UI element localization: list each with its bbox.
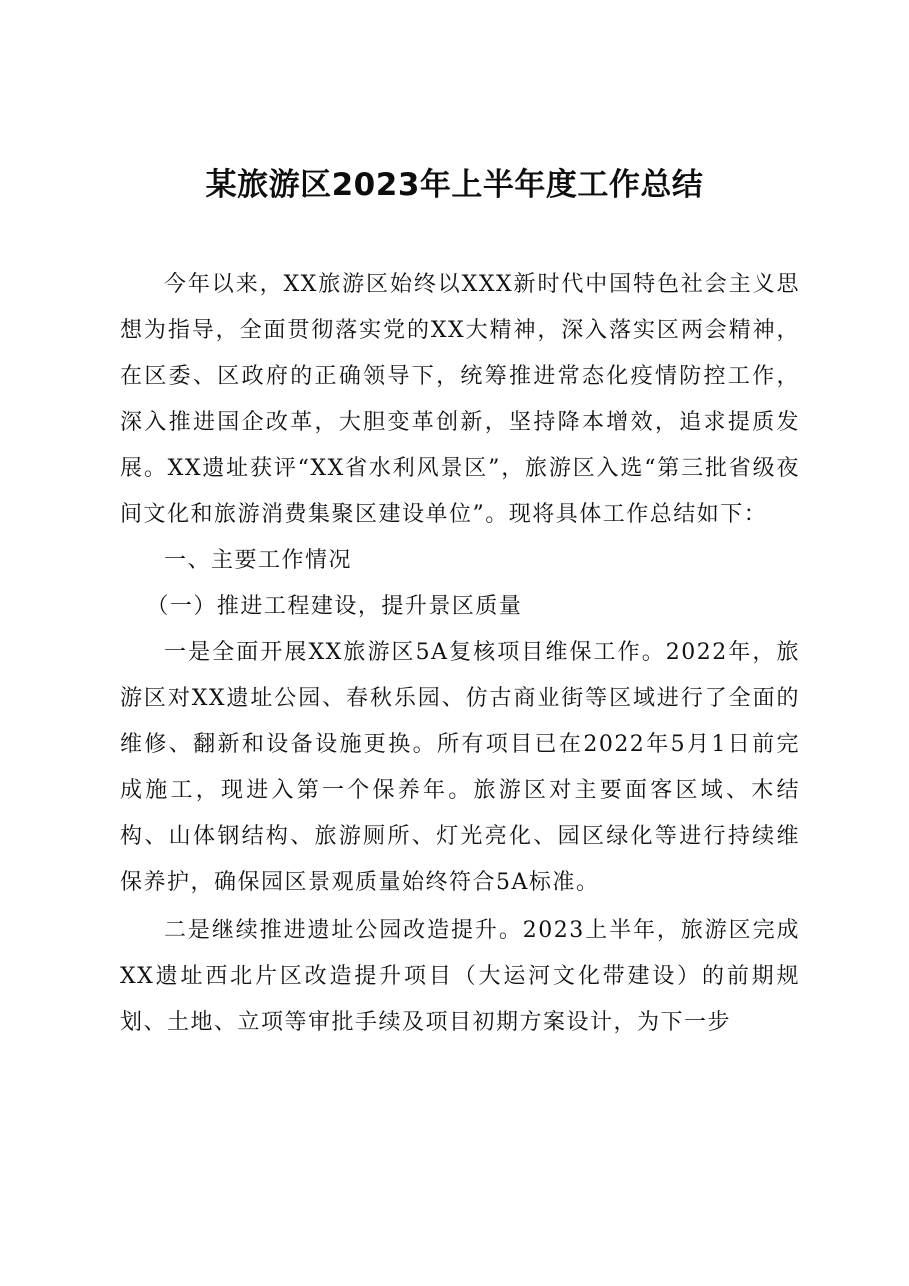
section-heading: 一、主要工作情况	[164, 548, 353, 573]
intro-paragraph: 今年以来，XX旅游区始终以XXX新时代中国特色社会主义思想为指导，全面贯彻落实党的XX大精神，深入落实区两会精神，在区委、区政府的正确领导下，统筹推进常态化疫情防控工作，深入推进国企改革，大胆变革创新，坚持降本增效，追求提质发展。XX遗址获评“XX省水利风景区”，旅游区入选“第三批省级夜间文化和旅游消费集聚区建设单位”。现将具体工作总结如下：	[120, 272, 800, 527]
body-paragraph-1: 一是全面开展XX旅游区5A复核项目维保工作。2022年，旅游区对XX遗址公园、春秋乐园、仿古商业街等区域进行了全面的维修、翻新和设备设施更换。所有项目已在2022年5月1日前完成施工，现进入第一个保养年。旅游区对主要面客区域、木结构、山体钢结构、旅游厕所、灯光亮化、园区绿化等进行持续维保养护，确保园区景观质量始终符合5A标准。	[120, 640, 800, 895]
document-body	[120, 262, 800, 1046]
body-paragraph-2: 二是继续推进遗址公园改造提升。2023上半年，旅游区完成XX遗址西北片区改造提升项目（大运河文化带建设）的前期规划、土地、立项等审批手续及项目初期方案设计，为下一步	[120, 918, 800, 1035]
subsection-heading: （一）推进工程建设，提升景区质量	[146, 594, 523, 619]
document-title: 某旅游区2023年上半年度工作总结	[205, 167, 704, 203]
